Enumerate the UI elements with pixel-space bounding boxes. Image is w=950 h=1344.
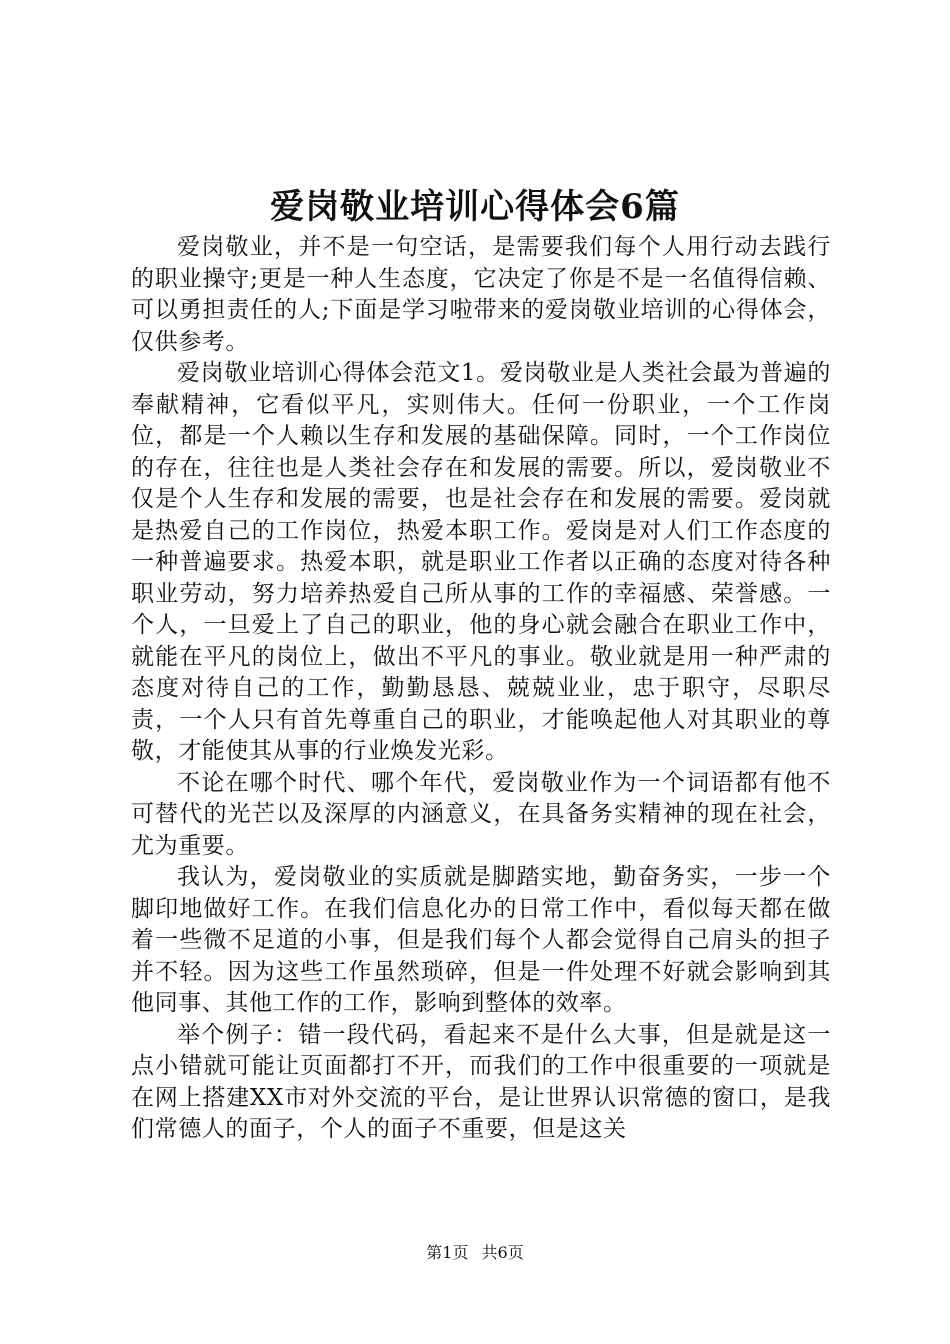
paragraph-era: 不论在哪个时代、哪个年代，爱岗敬业作为一个词语都有他不可替代的光芒以及深厚的内涵意义，在具备务实精神的现在社会，尤为重要。: [131, 769, 831, 859]
document-title: 爱岗敬业培训心得体会6篇: [270, 187, 680, 227]
document-body: [131, 232, 831, 1146]
page-number-current: 第1页: [426, 1243, 469, 1262]
paragraph-example: 举个例子：错一段代码，看起来不是什么大事，但是就是这一点小错就可能让页面都打不开，而我们的工作中很重要的一项就是在网上搭建XX市对外交流的平台，是让世界认识常德的窗口，是我们常德人的面子，个人的面子不重要，但是这关: [131, 1021, 831, 1142]
paragraph-sample-1: 爱岗敬业培训心得体会范文1。爱岗敬业是人类社会最为普遍的奉献精神，它看似平凡，实则伟大。任何一份职业，一个工作岗位，都是一个人赖以生存和发展的基础保障。同时，一个工作岗位的存在，往往也是人类社会存在和发展的需要。所以，爱岗敬业不仅是个人生存和发展的需要，也是社会存在和发展的需要。爱岗就是热爱自己的工作岗位，热爱本职工作。爱岗是对人们工作态度的一种普遍要求。热爱本职，就是职业工作者以正确的态度对待各种职业劳动，努力培养热爱自己所从事的工作的幸福感、荣誉感。一个人，一旦爱上了自己的职业，他的身心就会融合在职业工作中，就能在平凡的岗位上，做出不平凡的事业。敬业就是用一种严肃的态度对待自己的工作，勤勤恳恳、兢兢业业，忠于职守，尽职尽责，一个人只有首先尊重自己的职业，才能唤起他人对其职业的尊敬，才能使其从事的行业焕发光彩。: [131, 360, 831, 764]
page-number-total: 共6页: [481, 1243, 524, 1262]
paragraph-essence: 我认为，爱岗敬业的实质就是脚踏实地，勤奋务实，一步一个脚印地做好工作。在我们信息化办的日常工作中，看似每天都在做着一些微不足道的小事，但是我们每个人都会觉得自己肩头的担子并不轻。因为这些工作虽然琐碎，但是一件处理不好就会影响到其他同事、其他工作的工作，影响到整体的效率。: [131, 864, 831, 1016]
page-footer: [0, 1242, 950, 1264]
paragraph-intro: 爱岗敬业，并不是一句空话，是需要我们每个人用行动去践行的职业操守;更是一种人生态度，它决定了你是不是一名值得信赖、可以勇担责任的人;下面是学习啦带来的爱岗敬业培训的心得体会，仅供参考。: [131, 234, 831, 355]
